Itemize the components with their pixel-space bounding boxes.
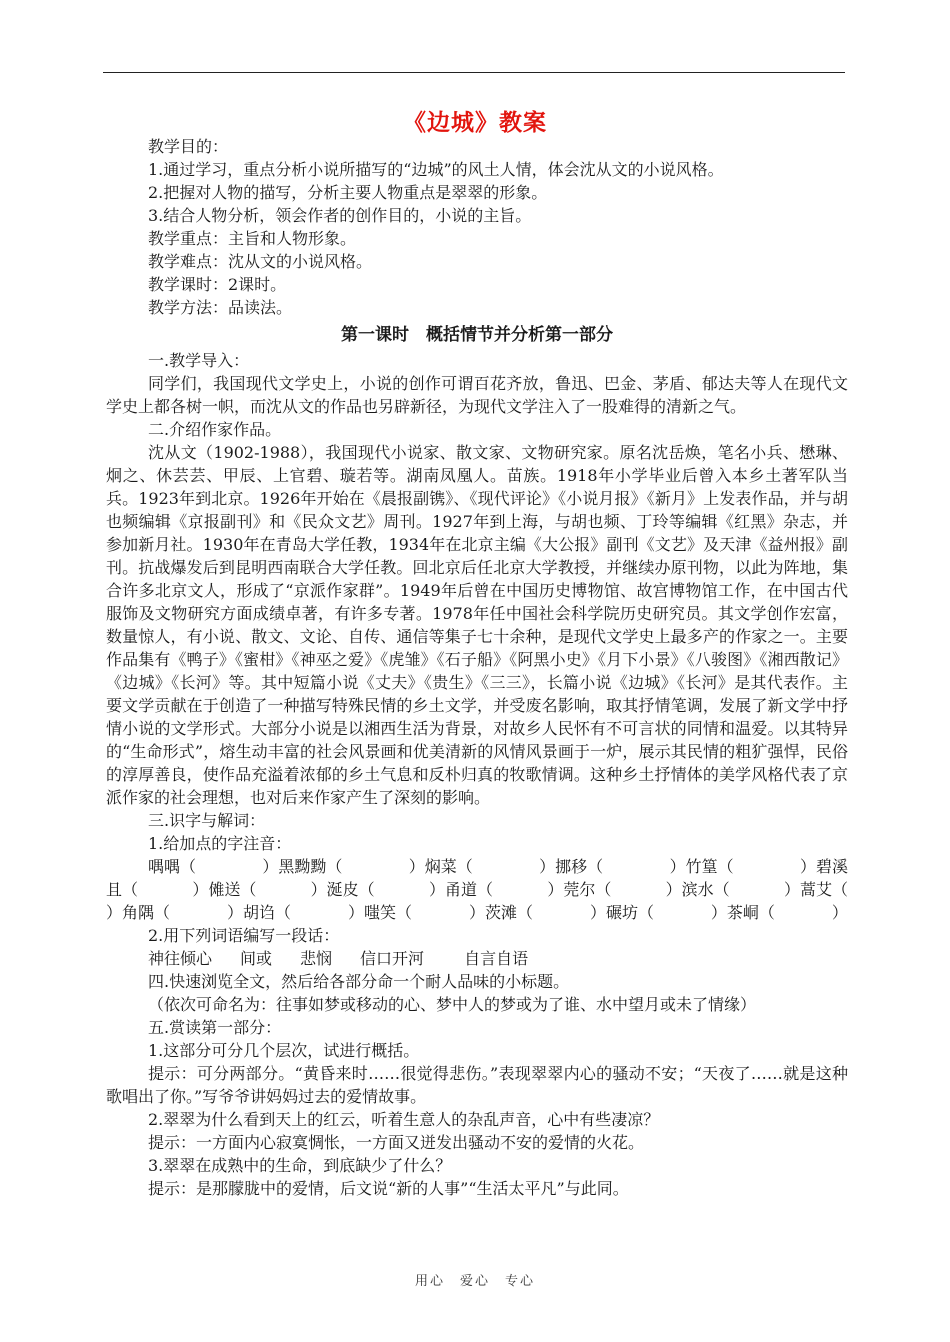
vocab-row	[106, 901, 848, 924]
vocab-question-1: 1.给加点的字注音：	[148, 834, 292, 853]
vocab-word: 悲悯	[300, 949, 333, 968]
document-title: 《边城》教案	[403, 109, 547, 136]
vocab-row	[106, 855, 848, 878]
question-2: 2.翠翠为什么看到天上的红云，听着生意人的杂乱声音，心中有些凄凉？	[148, 1110, 660, 1129]
vocab-cell: ）碧溪	[799, 857, 848, 876]
vocab-cell: ）碾坊（	[589, 903, 654, 922]
question-1: 1.这部分可分几个层次，试进行概括。	[148, 1041, 420, 1060]
answer-2: 提示：一方面内心寂寞惆怅，一方面又迸发出骚动不安的爱情的火花。	[148, 1133, 645, 1152]
vocab-cell: 且（	[106, 880, 139, 899]
vocab-cell: ）嗤笑（	[347, 903, 412, 922]
page-footer: 用心 爱心 专心	[414, 1274, 535, 1289]
intro-paragraph: 同学们，我国现代文学史上，小说的创作可谓百花齐放，鲁迅、巴金、茅盾、郁达夫等人在现代文学史上都各树一帜，而沈从文的作品也另辟新径，为现代文学注入了一股难得的清新之气。	[106, 374, 848, 416]
vocab-cell: ）茨滩（	[468, 903, 533, 922]
vocab-cell: ）滨水（	[665, 880, 730, 899]
vocab-cell: ）茶峒（	[710, 903, 775, 922]
browse-heading: 四.快速浏览全文，然后给各部分命一个耐人品味的小标题。	[148, 972, 570, 991]
vocab-cell: ）黑黝黝（	[262, 857, 343, 876]
answer-1: 提示：可分两部分。“黄昏来时……很觉得悲伤。”表现翠翠内心的骚动不安；“天夜了……就是这种歌唱出了你。”写爷爷讲妈妈过去的爱情故事。	[106, 1064, 848, 1106]
answer-3: 提示：是那朦胧中的爱情，后文说“新的人事”“生活太平凡”与此同。	[148, 1179, 629, 1198]
vocab-cell: ）蒿艾（	[783, 880, 848, 899]
objective-item: 2.把握对人物的描写，分析主要人物重点是翠翠的形象。	[148, 183, 548, 202]
vocab-cell: ）竹篁（	[669, 857, 734, 876]
objectives-heading: 教学目的：	[148, 137, 229, 156]
vocab-row	[106, 878, 848, 901]
vocab-cell: 喁喁（	[148, 857, 197, 876]
key-point: 教学重点：主旨和人物形象。	[148, 229, 357, 248]
document-body	[106, 135, 848, 1200]
vocab-cell: ）莞尔（	[547, 880, 612, 899]
objective-item: 3.结合人物分析，领会作者的创作目的，小说的主旨。	[148, 206, 532, 225]
intro-heading: 一.教学导入：	[148, 351, 250, 370]
vocab-word: 间或	[240, 949, 273, 968]
vocab-word: 神往倾心	[148, 949, 213, 968]
author-heading: 二.介绍作家作品。	[148, 420, 282, 439]
class-hours: 教学课时：2课时。	[148, 275, 287, 294]
difficulty: 教学难点：沈从文的小说风格。	[148, 252, 373, 271]
vocab-cell: ）胡诌（	[226, 903, 291, 922]
vocab-cell: ）傩送（	[192, 880, 257, 899]
vocab-word: 信口开河	[360, 949, 425, 968]
vocab-question-2: 2.用下列词语编写一段话：	[148, 926, 340, 945]
vocab-cell: ）	[831, 903, 848, 922]
appreciate-heading: 五.赏读第一部分：	[148, 1018, 282, 1037]
lesson-title: 第一课时 概括情节并分析第一部分	[341, 325, 613, 345]
author-paragraph: 沈从文（1902-1988），我国现代小说家、散文家、文物研究家。原名沈岳焕，笔名小兵、懋琳、炯之、休芸芸、甲辰、上官碧、璇若等。湖南凤凰人。苗族。1918年小学毕业后曾入本乡土著军队当兵。1923年到北京。1926年开始在《晨报副镌》、《现代评论》《小说月报》《新月》上发表作品，并与胡也频编辑《京报副刊》和《民众文艺》周刊。1927年到上海，与胡也频、丁玲等编辑《红黑》杂志，并参加新月社。1930年在青岛大学任教，1934年在北京主编《大公报》副刊《文艺》及天津《益州报》副刊。抗战爆发后到昆明西南联合大学任教。回北京后任北京大学教授，并继续办原刊物，以此为阵地，集合许多北京文人，形成了“京派作家群”。1949年后曾在中国历史博物馆、故宫博物馆工作，在中国古代服饰及文物研究方面成绩卓著，有许多专著。1978年任中国社会科学院历史研究员。其文学创作宏富，数量惊人，有小说、散文、文论、自传、通信等集子七十余种，是现代文学史上最多产的作家之一。主要作品集有《鸭子》《蜜柑》《神巫之爱》《虎雏》《石子船》《阿黑小史》《月下小景》《八骏图》《湘西散记》《边城》《长河》等。其中短篇小说《丈夫》《贵生》《三三》，长篇小说《边城》《长河》是其代表作。主要文学贡献在于创造了一种描写特殊民情的乡土文学，并受废名影响，取其抒情笔调，发展了新文学中抒情小说的文学形式。大部分小说是以湘西生活为背景，对故乡人民怀有不可言状的同情和温爱。以其特异的“生命形式”，熔生动丰富的社会风景画和优美清新的风情风景画于一炉，展示其民情的粗犷强悍，民俗的淳厚善良，使作品充溢着浓郁的乡土气息和反朴归真的牧歌情调。这种乡土抒情体的美学风格代表了京派作家的社会理想，也对后来作家产生了深刻的影响。	[106, 443, 848, 807]
vocab-cell: ）焖菜（	[408, 857, 473, 876]
browse-note: （依次可命名为：往事如梦或移动的心、梦中人的梦或为了谁、水中望月或未了情缘）	[148, 995, 757, 1014]
teaching-method: 教学方法：品读法。	[148, 298, 293, 317]
vocab-cell: ）角隅（	[106, 903, 171, 922]
vocab-cell: ）涎皮（	[310, 880, 375, 899]
vocab-cell: ）甬道（	[428, 880, 493, 899]
vocab-word-list	[106, 947, 848, 970]
vocab-word: 自言自语	[464, 949, 529, 968]
header-rule	[103, 72, 845, 73]
vocab-heading: 三.识字与解词：	[148, 811, 266, 830]
question-3: 3.翠翠在成熟中的生命，到底缺少了什么？	[148, 1156, 452, 1175]
objective-item: 1.通过学习，重点分析小说所描写的“边城”的风土人情，体会沈从文的小说风格。	[148, 160, 724, 179]
vocab-cell: ）挪移（	[539, 857, 604, 876]
